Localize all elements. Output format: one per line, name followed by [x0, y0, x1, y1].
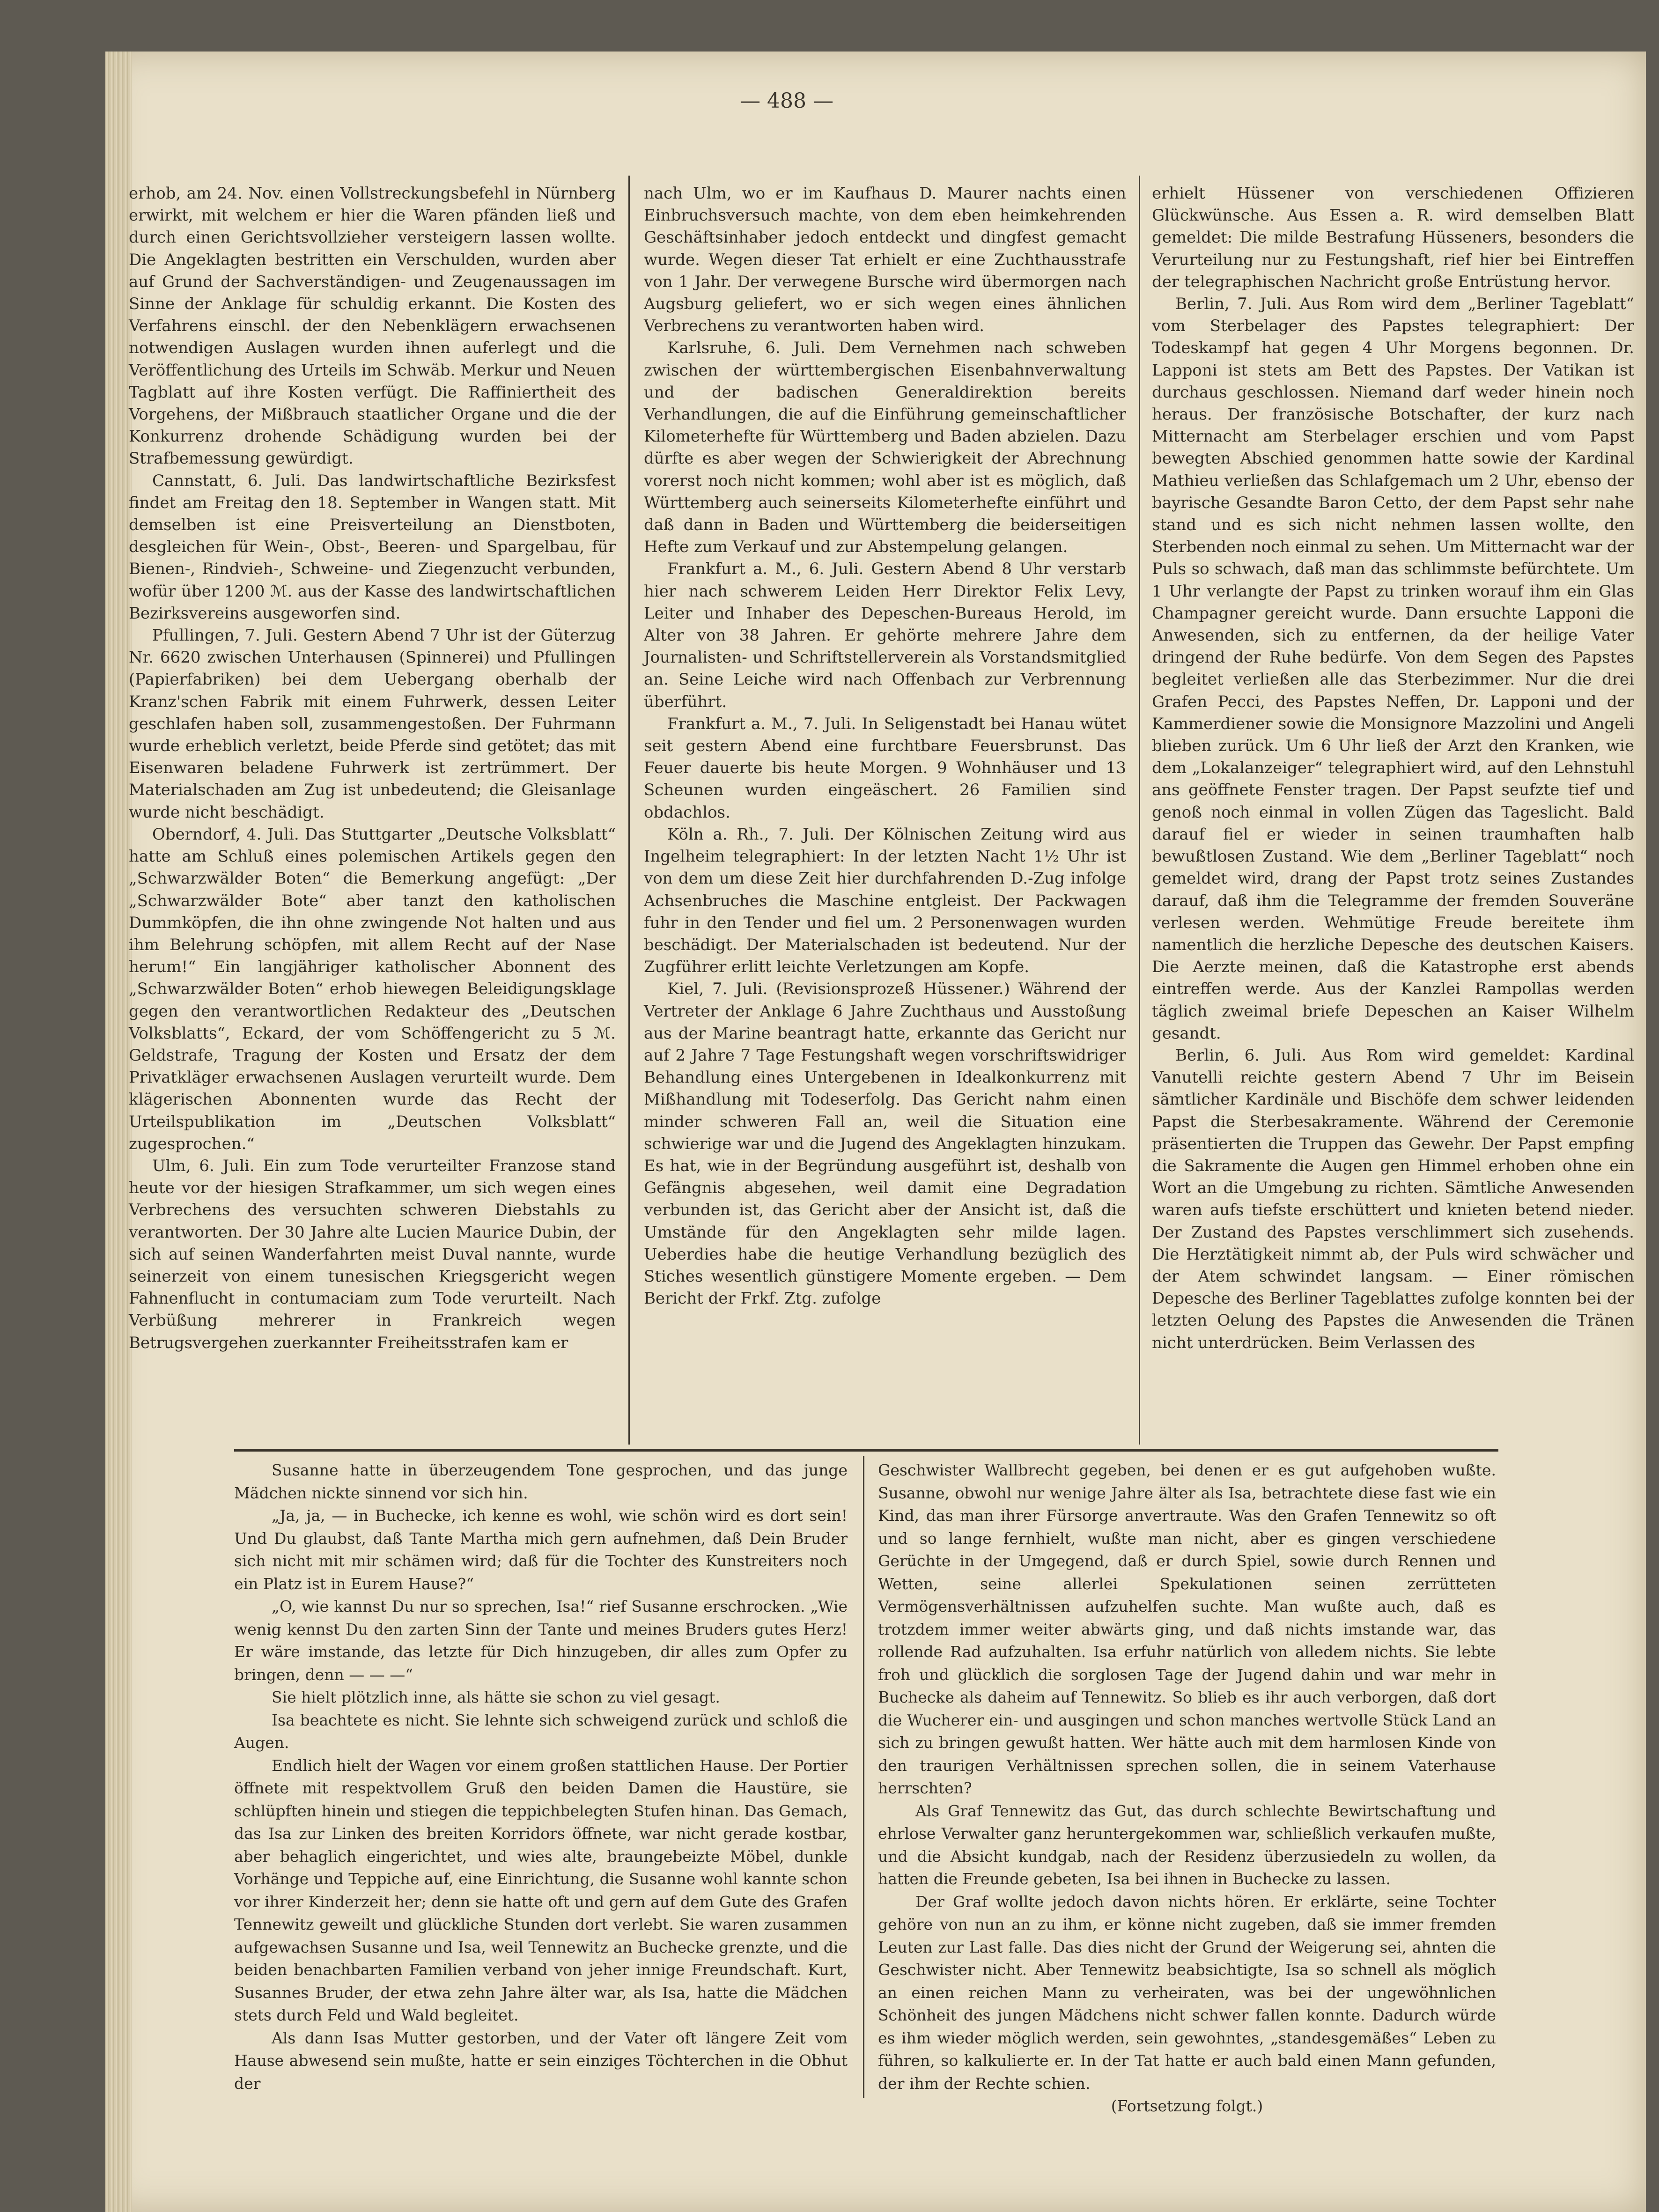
story-paragraph: Als dann Isas Mutter gestorben, und der Vater oft längere Zeit vom Hause abwesend sein mußte, hatte er sein einziges Töchterchen in die Obhut der [234, 2028, 848, 2093]
news-paragraph: Frankfurt a. M., 6. Juli. Gestern Abend 8 Uhr verstarb hier nach schwerem Leiden Herr Direktor Felix Levy, Leiter und Inhaber des Depeschen-Bureaus Herold, im Alter von 38 Jahren. Er gehörte mehrere Jahre dem Journalisten- und Schriftstellerverein als Vorstandsmitglied an. Seine Leiche wird nach Offenbach zur Verbrennung überführt. [644, 560, 1126, 711]
story-paragraph: Der Graf wollte jedoch davon nichts hören. Er erklärte, seine Tochter gehöre von nun an zu ihm, er könne nicht zugeben, daß sie immer fremden Leuten zur Last falle. Das dies nicht der Grund der Weigerung sei, ahnten die Geschwister nicht. Aber Tennewitz beabsichtigte, Isa so schnell als möglich an einen reichen Mann zu verheiraten, was bei der ungewöhnlichen Schönheit des jungen Mädchens nicht schwer fallen konnte. Dadurch würde es ihm wieder möglich werden, sein gewohntes, „standesgemäßes“ Leben zu führen, so kalkulierte er. In der Tat hatte er auch bald einen Mann gefunden, der ihm der Rechte schien. [878, 1892, 1496, 2093]
story-paragraph: Als Graf Tennewitz das Gut, das durch schlechte Bewirtschaftung und ehrlose Verwalter ganz heruntergekommen war, schließlich verkaufen mußte, und die Absicht kundgab, nach der Residenz überzusiedeln zu wollen, da hatten die Freunde gebeten, Isa bei ihnen in Buchecke zu lassen. [878, 1801, 1496, 1888]
feuilleton-column-rule [863, 1456, 864, 2098]
to-be-continued-note: (Fortsetzung folgt.) [1111, 2097, 1263, 2115]
news-paragraph: Köln a. Rh., 7. Juli. Der Kölnischen Zeitung wird aus Ingelheim telegraphiert: In der letzten Nacht 1½ Uhr ist von dem um diese Zeit hier durchfahrenden D.-Zug infolge Achsenbruches die Maschine entgleist. Der Packwagen fuhr in den Tender und fiel um. 2 Personenwagen wurden beschädigt. Der Materialschaden ist bedeutend. Nur der Zugführer erlitt leichte Verletzungen am Kopfe. [644, 825, 1126, 977]
story-paragraph: „Ja, ja, — in Buchecke, ich kenne es wohl, wie schön wird es dort sein! Und Du glaubst, daß Tante Martha mich gern aufnehmen, daß Dein Bruder sich nicht mit mir schämen wird; daß für die Tochter des Kunstreiters noch ein Platz ist in Eurem Hause?“ [234, 1506, 848, 1593]
column-rule-1 [628, 176, 630, 1445]
news-paragraph: Karlsruhe, 6. Juli. Dem Vernehmen nach schweben zwischen der württembergischen Eisenbahnverwaltung und der badischen Generaldirektion bereits Verhandlungen, die auf die Einführung gemeinschaftlicher Kilometerhefte für Württemberg und Baden abzielen. Dazu dürfte es aber wegen der Schwierigkeit der Abrechnung vorerst noch nicht kommen; wohl aber ist es möglich, daß Württemberg auch seinerseits Kilometerhefte einführt und daß dann in Baden und Württemberg die beiderseitigen Hefte zum Verkauf und zur Abstempelung gelangen. [644, 339, 1126, 557]
news-paragraph: Berlin, 7. Juli. Aus Rom wird dem „Berliner Tageblatt“ vom Sterbelager des Papstes telegraphiert: Der Todeskampf hat gegen 4 Uhr Morgens begonnen. Dr. Lapponi ist stets am Bett des Papstes. Der Vatikan ist durchaus geschlossen. Niemand darf weder hinein noch heraus. Der französische Botschafter, der kurz nach Mitternacht am Sterbelager erschien und vom Papst bewegten Abschied genommen hatte sowie der Kardinal Mathieu verließen das Schlafgemach um 2 Uhr, ebenso der bayrische Gesandte Baron Cetto, der dem Papst sehr nahe stand und es sich nicht nehmen lassen wollte, den Sterbenden noch einmal zu sehen. Um Mitternacht war der Puls so schwach, daß man das schlimmste befürchtete. Um 1 Uhr verlangte der Papst zu trinken worauf ihm ein Glas Champagner gereicht wurde. Dann ersuchte Lapponi die Anwesenden, sich zu entfernen, da der heilige Vater dringend der Ruhe bedürfe. Von dem Segen des Papstes begleitet verließen alle das Sterbezimmer. Nur die drei Grafen Pecci, des Papstes Neffen, Dr. Lapponi und der Kammerdiener sowie die Monsignore Mazzolini und Angeli blieben zurück. Um 6 Uhr ließ der Arzt den Kranken, wie dem „Lokalanzeiger“ telegraphiert wird, auf den Lehnstuhl ans geöffnete Fenster tragen. Der Papst seufzte tief und genoß noch einmal in vollen Zügen das Tageslicht. Bald darauf fiel er wieder in seinen traumhaften halb bewußtlosen Zustand. Wie dem „Berliner Tageblatt“ noch gemeldet wird, drang der Papst trotz seines Zustandes darauf, daß ihm die Telegramme der fremden Souveräne verlesen werden. Wehmütige Freude bereitete ihm namentlich die herzliche Depesche des deutschen Kaisers. Die Aerzte meinen, daß die Katastrophe erst abends eintreffen werde. Aus der Kanzlei Rampollas werden täglich zweimal briefe Depeschen an Kaiser Wilhelm gesandt. [1152, 295, 1634, 1043]
feuilleton-column-2 [878, 1459, 1496, 2118]
news-paragraph: nach Ulm, wo er im Kaufhaus D. Maurer nachts einen Einbruchsversuch machte, von dem eben heimkehrenden Geschäftsinhaber jedoch entdeckt und dingfest gemacht wurde. Wegen dieser Tat erhielt er eine Zuchthausstrafe von 1 Jahr. Der verwegene Bursche wird übermorgen nach Augsburg geliefert, wo er sich wegen eines ähnlichen Verbrechens zu verantworten haben wird. [644, 184, 1126, 336]
news-column-2 [644, 183, 1126, 1310]
story-paragraph: Susanne hatte in überzeugendem Tone gesprochen, und das junge Mädchen nickte sinnend vor sich hin. [234, 1461, 848, 1502]
page-number: — 488 — [740, 89, 833, 113]
news-paragraph: Pfullingen, 7. Juli. Gestern Abend 7 Uhr ist der Güterzug Nr. 6620 zwischen Unterhausen (Spinnerei) und Pfullingen (Papierfabriken) bei dem Uebergang oberhalb der Kranz'schen Fabrik mit einem Fuhrwerk, dessen Leiter geschlafen haben soll, zusammengestoßen. Der Fuhrmann wurde erheblich verletzt, beide Pferde sind getötet; das mit Eisenwaren beladene Fuhrwerk ist zertrümmert. Der Materialschaden am Zug ist unbedeutend; die Gleisanlage wurde nicht beschädigt. [129, 626, 616, 822]
story-paragraph: Sie hielt plötzlich inne, als hätte sie schon zu viel gesagt. [272, 1688, 720, 1706]
news-column-3 [1152, 183, 1634, 1354]
column-rule-2 [1139, 176, 1140, 1445]
story-paragraph: Endlich hielt der Wagen vor einem großen stattlichen Hause. Der Portier öffnete mit respektvollem Gruß den beiden Damen die Haustüre, sie schlüpften hinein und stiegen die teppichbelegten Stufen hinan. Das Gemach, das Isa zur Linken des breiten Korridors öffnete, war nicht gerade kostbar, aber behaglich eingerichtet, und wies alte, braungebeizte Möbel, dunkle Vorhänge und Teppiche auf, eine Einrichtung, die Susanne wohl kannte schon vor ihrer Kinderzeit her; denn sie hatte oft und gern auf dem Gute des Grafen Tennewitz geweilt und glückliche Stunden dort verlebt. Sie waren zusammen aufgewachsen Susanne und Isa, weil Tennewitz an Buchecke grenzte, und die beiden benachbarten Familien verband von jeher innige Freundschaft. Kurt, Susannes Bruder, der etwa zehn Jahre älter war, als Isa, hatte die Mädchen stets durch Feld und Wald begleitet. [234, 1756, 848, 2024]
story-paragraph: Geschwister Wallbrecht gegeben, bei denen er es gut aufgehoben wußte. Susanne, obwohl nur wenige Jahre älter als Isa, betrachtete diese fast wie ein Kind, das man ihrer Fürsorge anvertraute. Was den Grafen Tennewitz so oft und so lange fernhielt, wußte man nicht, aber es gingen verschiedene Gerüchte in der Umgegend, daß er durch Spiel, sowie durch Rennen und Wetten, seine allerlei Spekulationen seinen zerrütteten Vermögensverhältnissen aufzuhelfen suchte. Man wußte auch, daß es trotzdem immer weiter abwärts ging, und daß nichts imstande war, das rollende Rad aufzuhalten. Isa erfuhr natürlich von alledem nichts. Sie lebte froh und glücklich die sorglosen Tage der Jugend dahin und war mehr in Buchecke als daheim auf Tennewitz. So blieb es ihr auch verborgen, daß dort die Wucherer ein- und ausgingen und schon manches wertvolle Stück Land an sich zu bringen gewußt hatten. Wer hätte auch mit dem harmlosen Kinde von den traurigen Verhältnissen sprechen sollen, die in seinem Vaterhause herrschten? [878, 1461, 1496, 1797]
news-paragraph: erhob, am 24. Nov. einen Vollstreckungsbefehl in Nürnberg erwirkt, mit welchem er hier die Waren pfänden ließ und durch einen Gerichtsvollzieher versteigern lassen wollte. Die Angeklagten bestritten ein Verschulden, wurden aber auf Grund der Sachverständigen- und Zeugenaussagen im Sinne der Anklage für schuldig erkannt. Die Kosten des Verfahrens einschl. der den Nebenklägern erwachsenen notwendigen Auslagen wurden ihnen auferlegt und die Veröffentlichung des Urteils im Schwäb. Merkur und Neuen Tagblatt auf ihre Kosten verfügt. Die Raffiniertheit des Vorgehens, der Mißbrauch staatlicher Organe und die der Konkurrenz drohende Schädigung wurden bei der Strafbemessung gewürdigt. [129, 184, 616, 468]
feuilleton-divider [234, 1449, 1498, 1452]
news-paragraph: Cannstatt, 6. Juli. Das landwirtschaftliche Bezirksfest findet am Freitag den 18. September in Wangen statt. Mit demselben ist eine Preisverteilung an Dienstboten, desgleichen für Wein-, Obst-, Beeren- und Spargelbau, für Bienen-, Rindvieh-, Schweine- und Ziegenzucht verbunden, wofür über 1200 ℳ. aus der Kasse des landwirtschaftlichen Bezirksvereins ausgeworfen sind. [129, 471, 616, 623]
news-column-1 [129, 183, 616, 1354]
news-paragraph: Ulm, 6. Juli. Ein zum Tode verurteilter Franzose stand heute vor der hiesigen Strafkammer, um sich wegen eines Verbrechens des versuchten schweren Diebstahls zu verantworten. Der 30 Jahre alte Lucien Maurice Dubin, der sich auf seinen Wanderfahrten meist Duval nannte, wurde seinerzeit von einem tunesischen Kriegsgericht wegen Fahnenflucht in contumaciam zum Tode verurteilt. Nach Verbüßung mehrerer in Frankreich wegen Betrugsvergehen zuerkannter Freiheitsstrafen kam er [129, 1156, 616, 1352]
story-paragraph: Isa beachtete es nicht. Sie lehnte sich schweigend zurück und schloß die Augen. [234, 1711, 848, 1752]
news-paragraph: Frankfurt a. M., 7. Juli. In Seligenstadt bei Hanau wütet seit gestern Abend eine furchtbare Feuersbrunst. Das Feuer dauerte bis heute Morgen. 9 Wohnhäuser und 13 Scheunen wurden eingeäschert. 26 Familien sind obdachlos. [644, 714, 1126, 822]
news-paragraph: erhielt Hüssener von verschiedenen Offizieren Glückwünsche. Aus Essen a. R. wird demselben Blatt gemeldet: Die milde Bestrafung Hüsseners, besonders die Verurteilung nur zu Festungshaft, rief hier bei Eintreffen der telegraphischen Nachricht große Entrüstung hervor. [1152, 184, 1634, 291]
page-edge-shading [105, 52, 132, 2212]
story-paragraph: „O, wie kannst Du nur so sprechen, Isa!“ rief Susanne erschrocken. „Wie wenig kennst Du den zarten Sinn der Tante und meines Bruders gutes Herz! Er wäre imstande, das letzte für Dich hinzugeben, dir alles zum Opfer zu bringen, denn — — —“ [234, 1597, 848, 1684]
news-paragraph: Oberndorf, 4. Juli. Das Stuttgarter „Deutsche Volksblatt“ hatte am Schluß eines polemischen Artikels gegen den „Schwarzwälder Boten“ die Bemerkung angefügt: „Der „Schwarzwälder Bote“ aber tanzt den katholischen Dummköpfen, die ihn ohne zwingende Not halten und aus ihm Belehrung schöpfen, mit allem Recht auf der Nase herum!“ Ein langjähriger katholischer Abonnent des „Schwarzwälder Boten“ erhob hiewegen Beleidigungsklage gegen den verantwortlichen Redakteur des „Deutschen Volksblatts“, Eckard, der vom Schöffengericht zu 5 ℳ. Geldstrafe, Tragung der Kosten und Ersatz der dem Privatkläger erwachsenen Auslagen verurteilt wurde. Dem klägerischen Abonnenten wurde das Recht der Urteilspublikation im „Deutschen Volksblatt“ zugesprochen.“ [129, 825, 616, 1153]
news-paragraph: Berlin, 6. Juli. Aus Rom wird gemeldet: Kardinal Vanutelli reichte gestern Abend 7 Uhr im Beisein sämtlicher Kardinäle und Bischöfe dem schwer leidenden Papst die Sterbesakramente. Während der Ceremonie präsentierten die Truppen das Gewehr. Der Papst empfing die Sakramente die Augen gen Himmel erhoben ohne ein Wort an die Umgebung zu richten. Sämtliche Anwesenden waren aufs tiefste erschüttert und knieten betend nieder. Der Zustand des Papstes verschlimmert sich zusehends. Die Herztätigkeit nimmt ab, der Puls wird schwächer und der Atem schwindet langsam. — Einer römischen Depesche des Berliner Tageblattes zufolge konnten bei der letzten Oelung des Papstes die Anwesenden die Tränen nicht unterdrücken. Beim Verlassen des [1152, 1046, 1634, 1352]
feuilleton-column-1 [234, 1459, 848, 2095]
news-paragraph: Kiel, 7. Juli. (Revisionsprozeß Hüssener.) Während der Vertreter der Anklage 6 Jahre Zuchthaus und Ausstoßung aus der Marine beantragt hatte, erkannte das Gericht nur auf 2 Jahre 7 Tage Festungshaft wegen vorschriftswidriger Behandlung eines Untergebenen in Idealkonkurrenz mit Mißhandlung mit Todeserfolg. Das Gericht nahm einen minder schweren Fall an, weil die Situation eine schwierige war und die Jugend des Angeklagten hinzukam. Es hat, wie in der Begründung ausgeführt ist, deshalb von Gefängnis abgesehen, weil damit eine Degradation verbunden ist, das Gericht aber der Ansicht ist, daß die Umstände für den Angeklagten sehr milde lagen. Ueberdies habe die heutige Verhandlung bezüglich des Stiches wesentlich günstigere Momente ergeben. — Dem Bericht der Frkf. Ztg. zufolge [644, 980, 1126, 1308]
